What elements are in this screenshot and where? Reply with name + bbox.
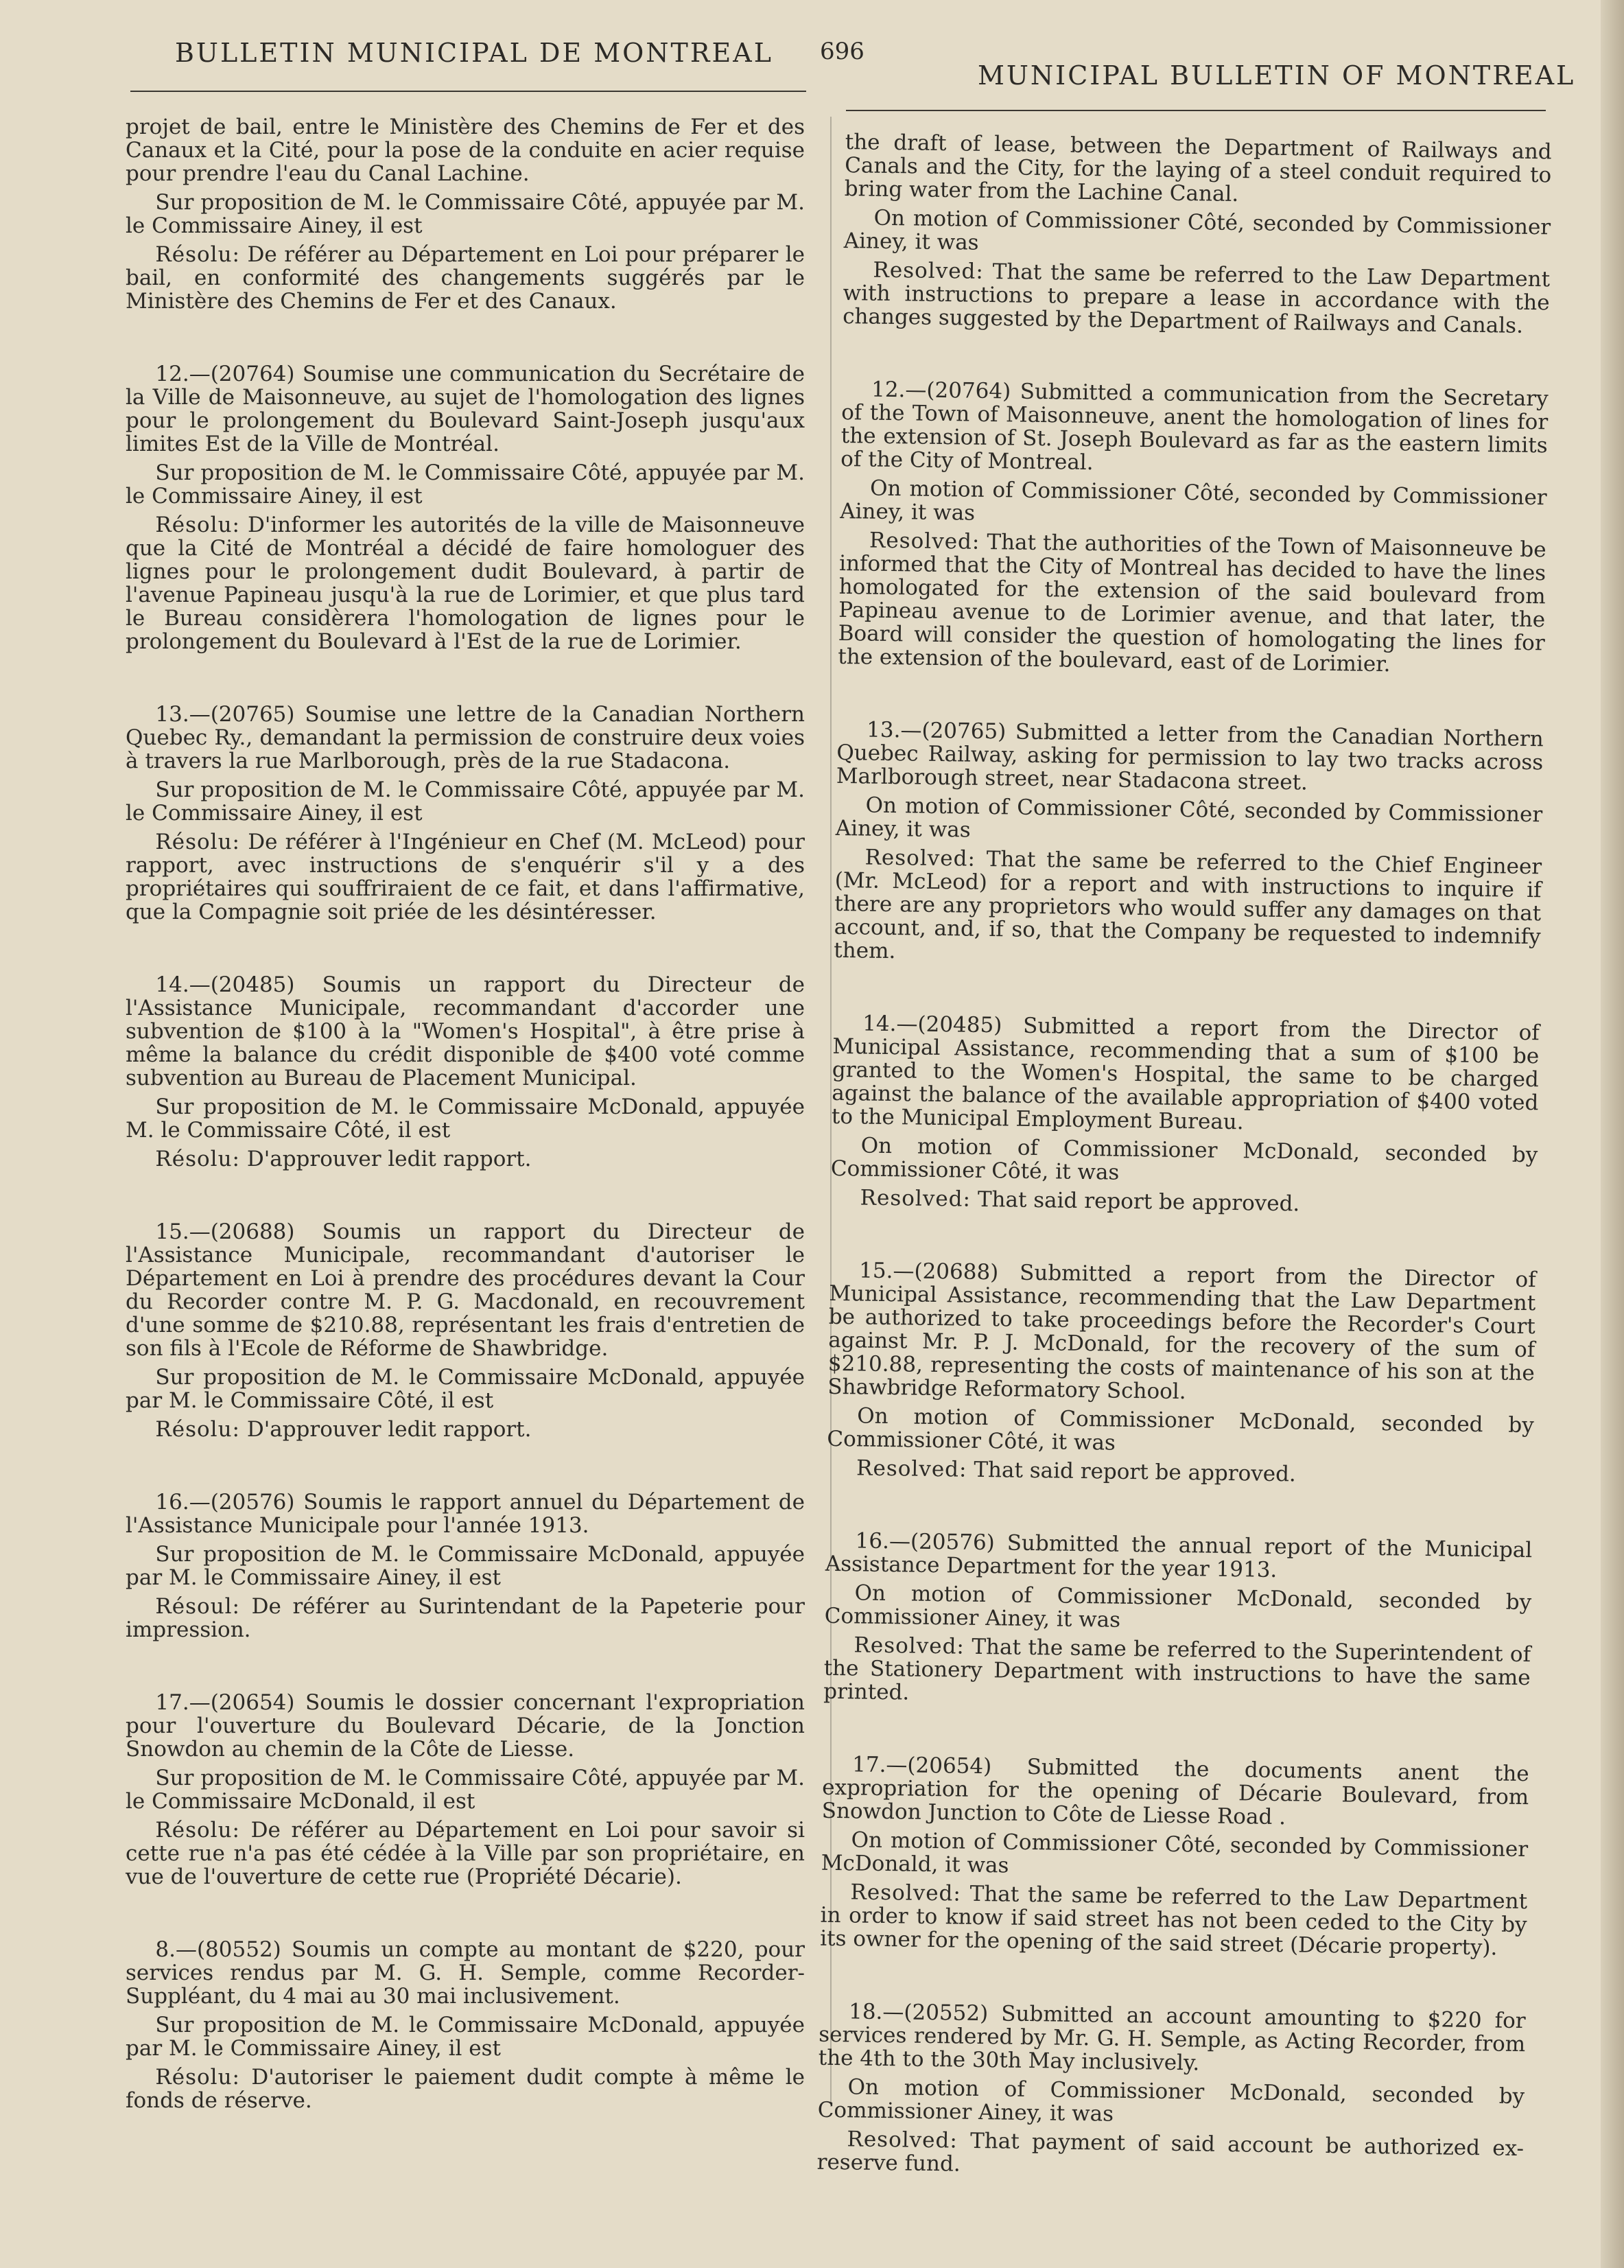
resolution-label: Resolved: [869, 528, 980, 554]
item-text: 16.—(20576) Submitted the annual report of the Municipal Assistance Department for the year 1913. [825, 1528, 1533, 1582]
english-item-14 [830, 1012, 1540, 1219]
item-resolution [126, 830, 805, 924]
item-resolution [126, 513, 805, 653]
english-item-12 [838, 377, 1549, 678]
resolution-label: Résolu: [155, 513, 240, 537]
item-text: 13.—(20765) Submitted a letter from the Canadian Northern Quebec Railway, asking for permission to lay two tracks across Marlborough street, near Stadacona street. [836, 717, 1544, 795]
item-text: 12.—(20764) Submitted a communication from the Secretary of the Town of Maisonneuve, anent the homologation of lines for the extension of St. Joseph Boulevard as far as the eastern limits of the City of Montreal. [840, 377, 1549, 476]
item-motion: Sur proposition de M. le Commissaire McDonald, appuyée par M. le Commissaire Côté, il est [126, 1365, 805, 1413]
english-item-13 [834, 718, 1544, 972]
english-item-17 [820, 1753, 1529, 1960]
french-intro [126, 115, 805, 313]
item-text: the draft of lease, between the Department of Railways and Canals and the City, for the laying of a steel conduit required to bring water from the Lachine Canal. [844, 130, 1552, 207]
resolution-text: De référer au Surintendant de la Papeterie pour impression. [126, 1594, 805, 1642]
resolution-text: That the same be referred to the Superintendent of the Stationery Department with instructions to have the same printed. [823, 1634, 1531, 1705]
resolution-text: That payment of said account be authorized ex-reserve fund. [816, 2128, 1525, 2177]
item-resolution [126, 1595, 805, 1641]
item-motion: On motion of Commissioner Côté, seconded by Commissioner Ainey, it was [839, 476, 1547, 526]
page-edge [1601, 0, 1624, 2268]
item-motion: On motion of Commissioner Côté, seconded by Commissioner Ainey, it was [843, 205, 1551, 255]
french-item-12 [126, 362, 805, 653]
resolution-label: Resolved: [860, 1185, 972, 1212]
french-item-18 [126, 1938, 805, 2112]
resolution-label: Résolu: [155, 1147, 240, 1171]
page-number: 696 [820, 38, 864, 65]
item-motion: On motion of Commissioner Côté, seconded by Commissioner McDonald, it was [821, 1827, 1529, 1878]
item-text: projet de bail, entre le Ministère des Chemins de Fer et des Canaux et la Cité, pour la pose de la conduite en acier requise pour prendre l'eau du Canal Lachine. [126, 115, 805, 186]
item-resolution [830, 1186, 1537, 1219]
item-resolution [126, 1418, 805, 1441]
resolution-text: D'approuver ledit rapport. [246, 1147, 532, 1171]
resolution-text: That said report be approved. [977, 1186, 1300, 1217]
item-resolution [126, 1819, 805, 1889]
resolution-text: D'informer les autorités de la ville de Maisonneuve que la Cité de Montréal a décidé de faire homologuer des lignes pour le prolongement dudit Boulevard, à partir de l'avenue Papineau jusqu'à la rue de Lorimier, et que plus tard le Bureau considèrera l'homologation de lignes pour le prolongement du Boulevard à l'Est de la rue de Lorimier. [126, 513, 805, 654]
french-item-15 [126, 1220, 805, 1441]
item-motion: Sur proposition de M. le Commissaire Côté, appuyée par M. le Commissaire McDonald, il est [126, 1766, 805, 1814]
item-resolution [834, 845, 1542, 972]
item-text: 13.—(20765) Soumise une lettre de la Canadian Northern Quebec Ry., demandant la permission de construire deux voies à travers la rue Marlborough, près de la rue Stadacona. [126, 702, 805, 773]
item-text: 16.—(20576) Soumis le rapport annuel du Département de l'Assistance Municipale pour l'année 1913. [126, 1490, 805, 1538]
french-column [126, 115, 805, 2162]
resolution-text: D'approuver ledit rapport. [246, 1417, 532, 1442]
item-text: 15.—(20688) Soumis un rapport du Directeur de l'Assistance Municipale, recommandant d'autoriser le Département en Loi à prendre des procédures devant la Cour du Recorder contre M. P. G. Macdonald, en recouvrement d'une somme de $210.88, représentant les frais d'entretien de son fils à l'Ecole de Réforme de Shawbridge. [126, 1219, 805, 1361]
item-motion: On motion of Commissioner McDonald, seconded by Commissioner Côté, it was [830, 1133, 1538, 1185]
resolution-label: Résolu: [155, 1818, 240, 1843]
item-resolution [126, 243, 805, 313]
resolution-label: Resolved: [864, 845, 976, 872]
item-motion: Sur proposition de M. le Commissaire Côté, appuyée par M. le Commissaire Ainey, il est [126, 190, 805, 238]
item-resolution [820, 1880, 1527, 1960]
english-item-16 [823, 1529, 1532, 1713]
resolution-text: That the same be referred to the Chief Engineer (Mr. McLeod) for a report and with instructions to inquire if there are any proprietors who would suffer any damages on that account, and, if so, that the Company be requested to indemnify them. [834, 846, 1542, 964]
item-resolution [126, 2066, 805, 2112]
item-resolution [816, 2127, 1524, 2184]
item-text: 14.—(20485) Submitted a report from the Director of Municipal Assistance, recommending that a sum of $100 be granted to the Women's Hospital, the same to be charged against the balance of the available appropriation of $400 voted to the Municipal Employment Bureau. [831, 1011, 1540, 1135]
header-rule-right [846, 110, 1546, 111]
resolution-label: Resolved: [850, 1880, 962, 1906]
french-item-13 [126, 703, 805, 924]
resolution-text: De référer à l'Ingénieur en Chef (M. McLeod) pour rapport, avec instructions de s'enquérir s'il y a des propriétaires qui souffriraient de ce fait, et dans l'affirmative, que la Compagnie soit priée de les désintéresser. [126, 830, 805, 924]
resolution-label: Resolved: [873, 257, 985, 284]
item-text: 18.—(20552) Submitted an account amounting to $220 for services rendered by Mr. G. H. Semple, as Acting Recorder, from the 4th to the 30th May inclusively. [818, 1999, 1526, 2076]
resolution-label: Resolved: [856, 1456, 967, 1482]
resolution-text: D'autoriser le paiement dudit compte à même le fonds de réserve. [126, 2065, 805, 2113]
resolution-label: Resolved: [847, 2127, 958, 2153]
item-motion: Sur proposition de M. le Commissaire Côté, appuyée par M. le Commissaire Ainey, il est [126, 460, 805, 508]
resolution-text: De référer au Département en Loi pour savoir si cette rue n'a pas été cédée à la Ville par son propriétaire, en vue de l'ouverture de cette rue (Propriété Décarie). [126, 1818, 805, 1889]
item-text: 8.—(80552) Soumis un compte au montant de $220, pour services rendus par M. G. H. Semple, comme Recorder-Suppléant, du 4 mai au 30 mai inclusivement. [126, 1937, 805, 2009]
french-item-17 [126, 1691, 805, 1889]
item-resolution [838, 528, 1546, 678]
item-text: 17.—(20654) Submitted the documents anent the expropriation for the opening of Décarie Boulevard, from Snowdon Junction to Côte de Liesse Road . [821, 1752, 1529, 1830]
resolution-text: That the same be referred to the Law Department with instructions to prepare a lease in accordance with the changes suggested by the Department of Railways and Canals. [842, 259, 1551, 338]
french-item-16 [126, 1490, 805, 1641]
item-motion: On motion of Commissioner McDonald, seconded by Commissioner Ainey, it was [824, 1580, 1532, 1633]
item-resolution [843, 258, 1550, 338]
item-text: 12.—(20764) Soumise une communication du Secrétaire de la Ville de Maisonneuve, au sujet de l'homologation des lignes pour le prolongement du Boulevard Saint-Joseph jusqu'aux limites Est de la Ville de Montréal. [126, 362, 805, 456]
item-motion: Sur proposition de M. le Commissaire Côté, appuyée par M. le Commissaire Ainey, il est [126, 778, 805, 826]
header-title-english: MUNICIPAL BULLETIN OF MONTREAL [978, 60, 1576, 91]
item-resolution [827, 1456, 1533, 1489]
resolution-label: Résolu: [155, 830, 240, 854]
resolution-label: Resolved: [854, 1633, 965, 1659]
item-motion: Sur proposition de M. le Commissaire McDonald, appuyée M. le Commissaire Côté, il est [126, 1095, 805, 1143]
resolution-label: Résolu: [155, 2065, 240, 2090]
item-motion: On motion of Commissioner Côté, seconded by Commissioner Ainey, it was [835, 793, 1543, 843]
french-item-14 [126, 973, 805, 1171]
english-item-15 [827, 1259, 1536, 1489]
item-text: 14.—(20485) Soumis un rapport du Directeur de l'Assistance Municipale, recommandant d'accorder une subvention de $100 à la "Women's Hospital", à être prise à même la balance du crédit disponible de $400 voté comme subvention au Bureau de Placement Municipal. [126, 972, 805, 1090]
resolution-text: That said report be approved. [974, 1457, 1297, 1487]
english-column [816, 130, 1551, 2233]
item-motion: Sur proposition de M. le Commissaire McDonald, appuyée par M. le Commissaire Ainey, il est [126, 2013, 805, 2061]
resolution-text: That the same be referred to the Law Department in order to know if said street has not been ceded to the City by its owner for the opening of the said street (Décarie property). [819, 1881, 1528, 1961]
resolution-label: Résoul: [155, 1594, 240, 1619]
header-title-french: BULLETIN MUNICIPAL DE MONTREAL [175, 38, 773, 68]
item-text: 17.—(20654) Soumis le dossier concernant l'expropriation pour l'ouverture du Boulevard Décarie, de la Jonction Snowdon au chemin de la Côte de Liesse. [126, 1690, 805, 1762]
item-motion: On motion of Commissioner McDonald, seconded by Commissioner Côté, it was [827, 1403, 1534, 1456]
item-text: 15.—(20688) Submitted a report from the Director of Municipal Assistance, recommending that the Law Department be authorized to take proceedings before the Recorder's Court against Mr. P. J. McDonald, for the recovery of the sum of $210.88, representing the costs of maintenance of his son at the Shawbridge Reformatory School. [827, 1258, 1536, 1405]
header-rule-left [130, 91, 806, 92]
english-item-18 [816, 2000, 1525, 2184]
resolution-label: Résolu: [155, 242, 240, 267]
item-motion: Sur proposition de M. le Commissaire McDonald, appuyée par M. le Commissaire Ainey, il est [126, 1542, 805, 1590]
resolution-text: That the authorities of the Town of Maisonneuve be informed that the City of Montreal has decided to have the lines homologated for the extension of the said boulevard from Papineau avenue to de Lorimier avenue, and that later, the Board will consider the question of homologating the lines for the extension of the boulevard, east of de Lorimier. [838, 529, 1546, 677]
english-intro [843, 130, 1552, 338]
item-motion: On motion of Commissioner McDonald, seconded by Commissioner Ainey, it was [817, 2074, 1525, 2127]
resolution-label: Résolu: [155, 1417, 240, 1442]
resolution-text: De référer au Département en Loi pour préparer le bail, en conformité des changements suggérés par le Ministère des Chemins de Fer et des Canaux. [126, 242, 805, 314]
item-resolution [823, 1633, 1531, 1713]
item-resolution [126, 1147, 805, 1171]
